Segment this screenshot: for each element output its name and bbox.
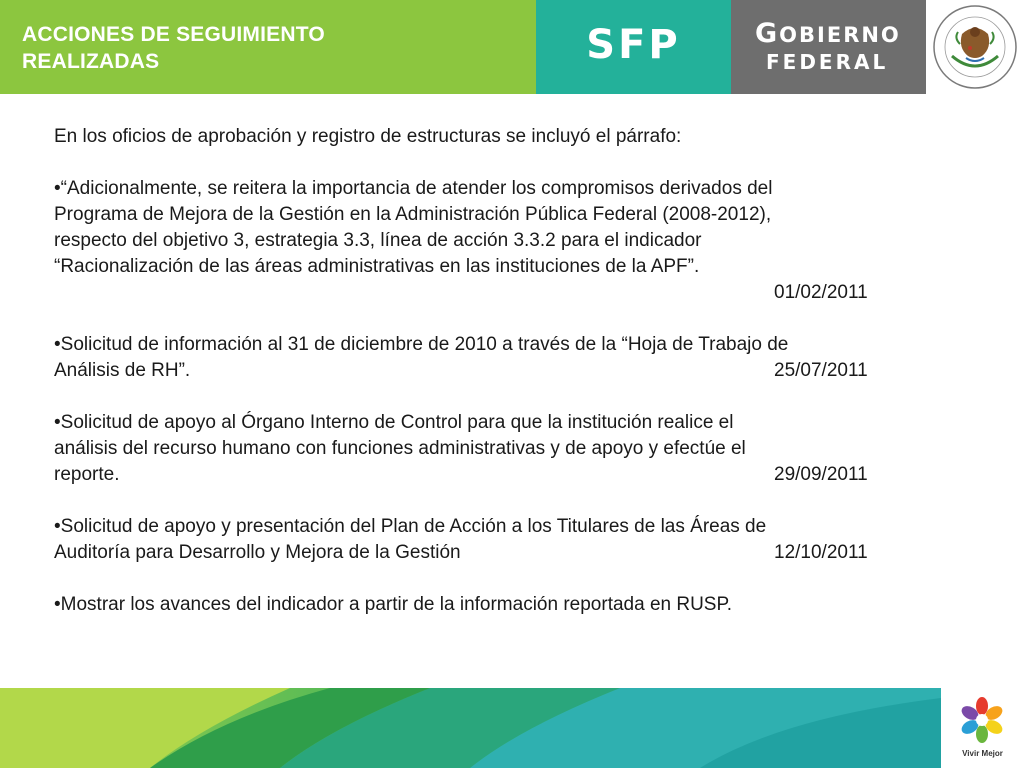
slide-content (54, 124, 954, 644)
footer-graphic (0, 688, 1024, 768)
list-item (54, 514, 954, 566)
item-line: •Solicitud de apoyo al Órgano Interno de Control para que la institución realice el (54, 412, 734, 433)
title-line-2: REALIZADAS (22, 50, 160, 73)
item-date: 29/09/2011 (774, 464, 868, 485)
item-line: Auditoría para Desarrollo y Mejora de la Gestión (54, 542, 461, 563)
gobierno-text: GOBIERNO (755, 18, 901, 49)
list-item (54, 410, 954, 488)
item-date: 25/07/2011 (774, 360, 868, 381)
item-date: 12/10/2011 (774, 542, 868, 563)
item-line: •“Adicionalmente, se reitera la importancia de atender los compromisos derivados del (54, 178, 773, 199)
item-line: Programa de Mejora de la Gestión en la Administración Pública Federal (2008-2012), (54, 204, 772, 225)
item-date-row (54, 358, 954, 384)
item-line: •Mostrar los avances del indicador a partir de la información reportada en RUSP. (54, 594, 732, 615)
item-line: •Solicitud de información al 31 de diciembre de 2010 a través de la “Hoja de Trabajo de (54, 334, 789, 355)
item-date: 01/02/2011 (774, 282, 868, 303)
slide-title (22, 21, 325, 75)
logo-caption: Vivir Mejor (962, 749, 1003, 758)
title-band (0, 0, 536, 94)
sfp-logo: SFP (586, 22, 681, 68)
intro-paragraph: En los oficios de aprobación y registro de estructuras se incluyó el párrafo: (54, 126, 682, 147)
national-seal-icon (932, 4, 1018, 90)
title-line-1: ACCIONES DE SEGUIMIENTO (22, 23, 325, 46)
header (0, 0, 1024, 94)
item-line: Análisis de RH”. (54, 360, 191, 381)
footer-band (0, 688, 1024, 768)
sfp-logo-band (536, 0, 731, 94)
item-line: análisis del recurso humano con funciones administrativas y de apoyo y efectúe el (54, 438, 746, 459)
list-item (54, 592, 954, 618)
item-line: “Racionalización de las áreas administrativas en las instituciones de la APF”. (54, 256, 700, 277)
federal-text: FEDERAL (766, 50, 889, 74)
vivir-mejor-logo (941, 688, 1024, 768)
item-line: •Solicitud de apoyo y presentación del Plan de Acción a los Titulares de las Áreas de (54, 516, 767, 537)
item-date-row (54, 540, 954, 566)
list-item (54, 332, 954, 384)
flower-logo-icon (941, 688, 1024, 750)
item-line: respecto del objetivo 3, estrategia 3.3, línea de acción 3.3.2 para el indicador (54, 230, 702, 251)
gobierno-federal-logo (731, 0, 926, 94)
list-item (54, 176, 954, 306)
item-line: reporte. (54, 464, 120, 485)
item-date-row (54, 462, 954, 488)
seal-container (926, 0, 1024, 94)
